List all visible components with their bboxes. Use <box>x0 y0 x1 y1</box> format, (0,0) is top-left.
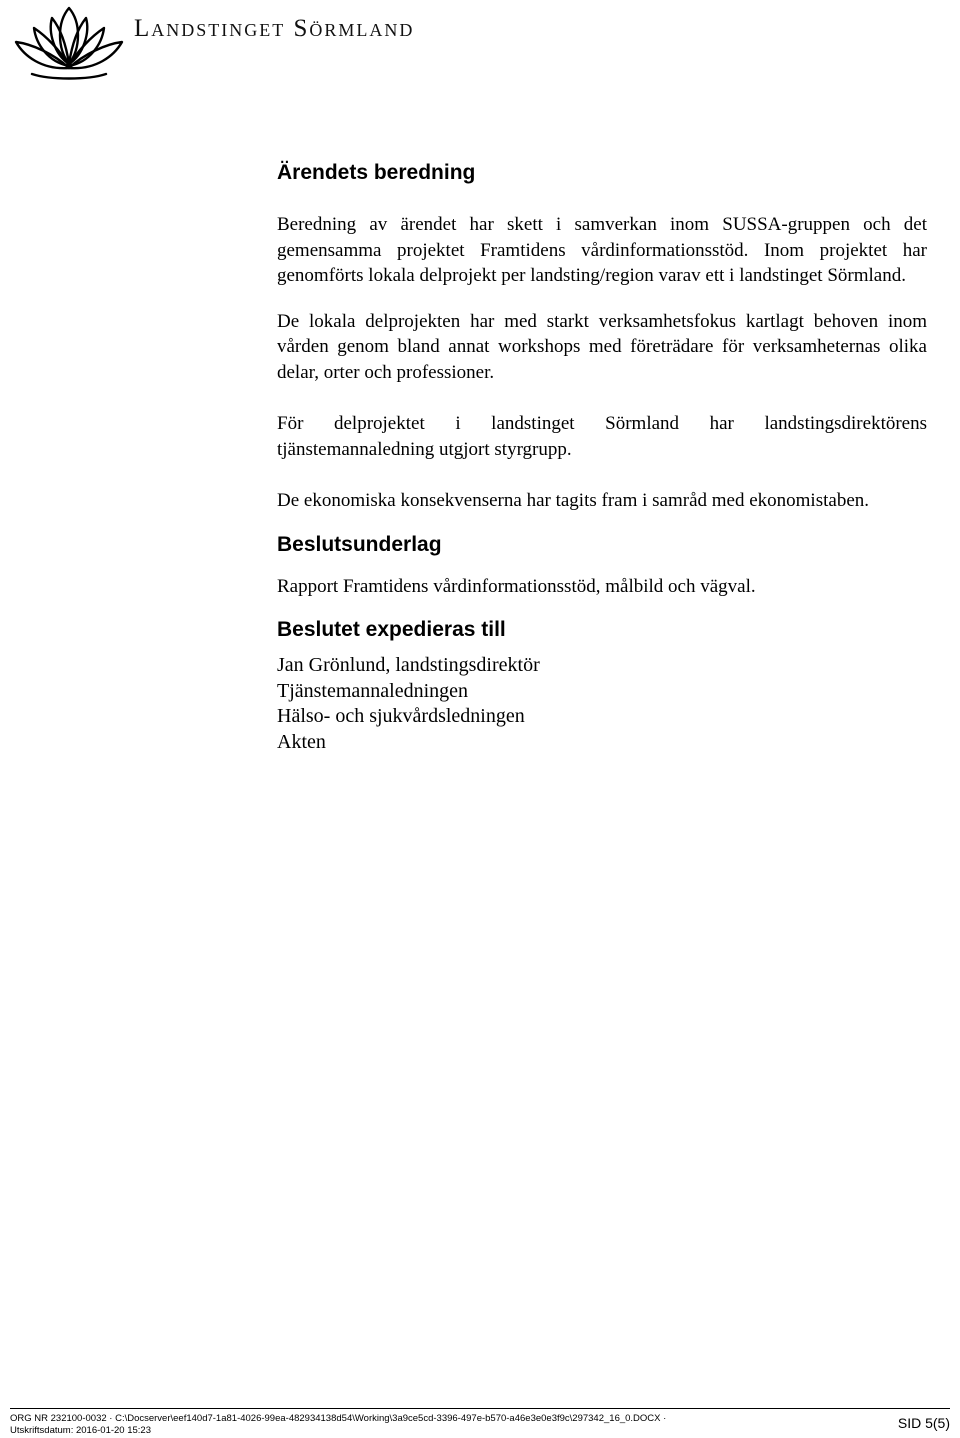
paragraph-beredning-4: De ekonomiska konsekvenserna har tagits fram i samråd med ekonomistaben. <box>277 490 869 511</box>
section-heading-beredning: Ärendets beredning <box>277 161 476 184</box>
section-heading-beslutsunderlag: Beslutsunderlag <box>277 532 442 556</box>
recipient-item: Jan Grönlund, landstingsdirektör <box>277 654 540 676</box>
recipient-item: Tjänstemannaledningen <box>277 679 469 702</box>
document-body <box>277 158 927 755</box>
lotus-flower-icon <box>10 4 128 82</box>
recipient-item: Akten <box>277 730 326 753</box>
paragraph-beredning-2: De lokala delprojekten har med starkt verksamhetsfokus kartlagt behoven inom vården genom bland annat workshops med företrädare för verksamheternas olika delar, orter och professioner. <box>277 310 927 383</box>
paragraph-beredning-1: Beredning av ärendet har skett i samverkan inom SUSSA-gruppen och det gemensamma projektet Framtidens vårdinformationsstöd. Inom projektet har genomförts lokala delprojekt per landsting/region varav ett i landstinget Sörmland. <box>277 214 927 286</box>
footer-document-path: ORG NR 232100-0032 · C:\Docserver\eef140d7-1a81-4026-99ea-482934138d54\Working\3a9ce5cd-3396-497e-b570-a46e3e0e3f9c\297342_16_0.DOCX · <box>10 1413 667 1424</box>
footer-meta <box>10 1413 710 1437</box>
organization-name: Landstinget Sörmland <box>134 15 415 42</box>
recipient-list <box>277 653 927 755</box>
paragraph-beredning-3: För delprojektet i landstinget Sörmland har landstingsdirektörens tjänstemannaledning utgjort styrgrupp. <box>277 413 927 460</box>
recipient-item: Hälso- och sjukvårdsledningen <box>277 705 525 727</box>
page-number: SID 5(5) <box>897 1415 950 1431</box>
footer-print-date: Utskriftsdatum: 2016-01-20 15:23 <box>10 1425 151 1436</box>
footer-divider <box>10 1408 950 1409</box>
paragraph-beslutsunderlag: Rapport Framtidens vårdinformationsstöd, målbild och vägval. <box>277 575 756 597</box>
section-heading-expedieras: Beslutet expedieras till <box>277 618 506 641</box>
